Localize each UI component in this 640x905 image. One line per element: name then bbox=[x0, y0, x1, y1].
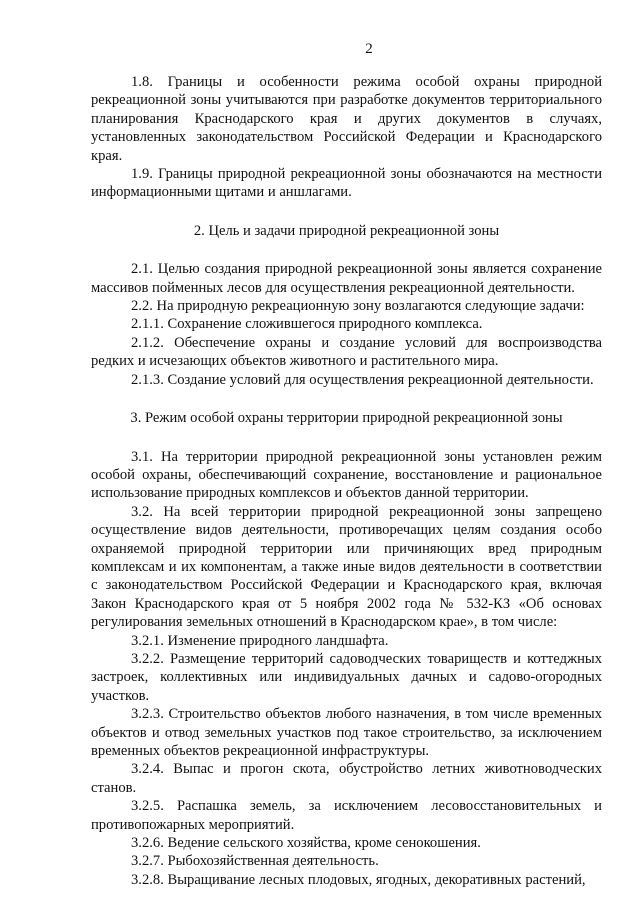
paragraph-3-2-7: 3.2.7. Рыбохозяйственная деятельность. bbox=[131, 853, 379, 870]
paragraph-2-1-1: 2.1.1. Сохранение сложившегося природного комплекса. bbox=[131, 316, 483, 333]
paragraph-3-2-1: 3.2.1. Изменение природного ландшафта. bbox=[131, 632, 389, 649]
paragraph-2-2: 2.2. На природную рекреационную зону возлагаются следующие задачи: bbox=[131, 298, 585, 315]
paragraph-3-2: 3.2. На всей территории природной рекреационной зоны запрещено осуществление видов деятельности, противоречащих целям создания особо охраняемой природной территории или причиняющих вред природным комплексам и их компонентам, а также иные видов деятельности в соответствии с законодательством Российской Федерации и Краснодарского края, включая Закон Краснодарского края от 5 ноября 2002 года № 532-КЗ «Об основах регулирования земельных отношений в Краснодарском крае», в том числе: bbox=[91, 503, 602, 631]
paragraph-3-2-3: 3.2.3. Строительство объектов любого назначения, в том числе временных объектов и отвод земельных участков под такое строительство, за исключением временных объектов рекреационной инфраструктуры. bbox=[91, 706, 602, 759]
page-number: 2 bbox=[365, 41, 373, 57]
paragraph-2-1-2: 2.1.2. Обеспечение охраны и создание условий для воспроизводства редких и исчезающих объектов животного и растительного мира. bbox=[91, 334, 602, 370]
paragraph-3-2-4: 3.2.4. Выпас и прогон скота, обустройство летних животноводческих станов. bbox=[91, 761, 602, 796]
section-heading-2: 2. Цель и задачи природной рекреационной зоны bbox=[193, 222, 500, 239]
paragraph-3-2-2: 3.2.2. Размещение территорий садоводческих товариществ и коттеджных застроек, коллективных или индивидуальных дачных и садово-огородных участков. bbox=[91, 650, 602, 704]
paragraph-3-2-6: 3.2.6. Ведение сельского хозяйства, кроме сенокошения. bbox=[131, 835, 481, 852]
paragraph-3-2-8: 3.2.8. Выращивание лесных плодовых, ягодных, декоративных растений, bbox=[131, 871, 586, 888]
paragraph-3-1: 3.1. На территории природной рекреационной зоны установлен режим особой охраны, обеспечивающий сохранение, восстановление и рациональное использование природных комплексов и объектов данной территории. bbox=[91, 448, 602, 502]
paragraph-1-8: 1.8. Границы и особенности режима особой охраны природной рекреационной зоны учитываются при разработке документов территориального планирования Краснодарского края и других документов в случаях, установленных законодательством Российской Федерации и Краснодарского края. bbox=[91, 74, 602, 164]
paragraph-2-1: 2.1. Целью создания природной рекреационной зоны является сохранение массивов пойменных лесов для осуществления рекреационной деятельности. bbox=[91, 261, 602, 296]
section-heading-3: 3. Режим особой охраны территории природной рекреационной зоны bbox=[130, 410, 563, 427]
paragraph-1-9: 1.9. Границы природной рекреационной зоны обозначаются на местности информационными щитами и аншлагами. bbox=[91, 166, 602, 201]
paragraph-3-2-5: 3.2.5. Распашка земель, за исключением лесовосстановительных и противопожарных мероприятий. bbox=[91, 798, 602, 833]
paragraph-2-1-3: 2.1.3. Создание условий для осуществления рекреационной деятельности. bbox=[131, 371, 594, 388]
